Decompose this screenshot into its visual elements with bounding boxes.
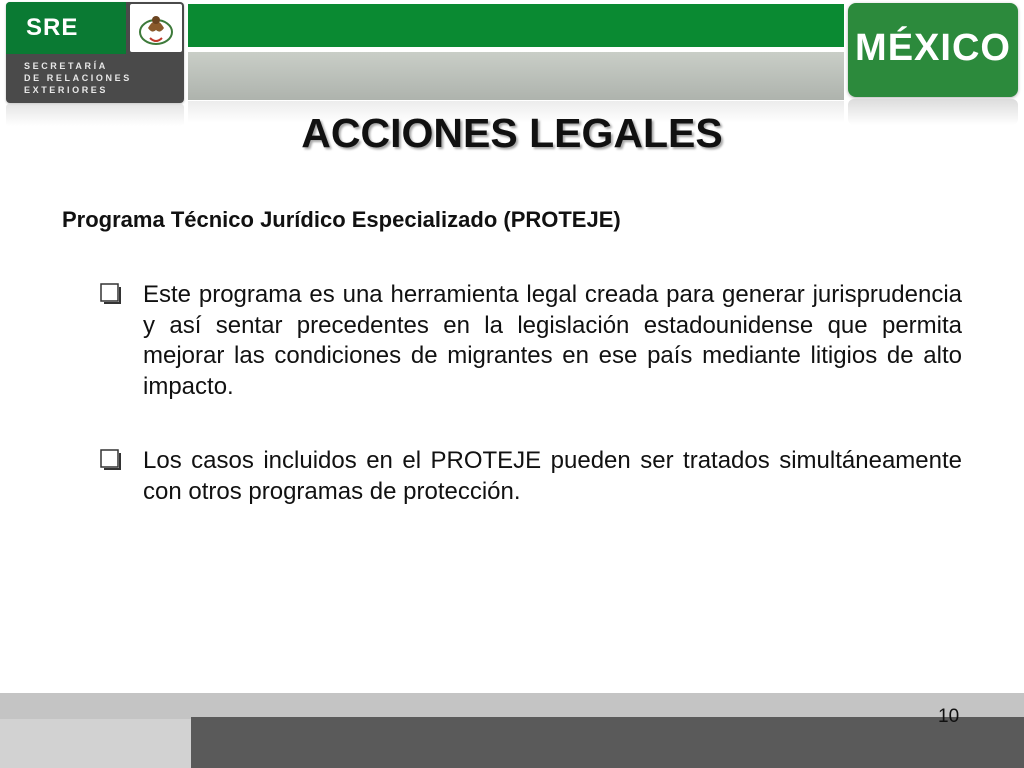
footer-light-bar <box>0 693 1024 719</box>
checkbox-bullet-icon <box>100 449 122 471</box>
header-green-bar <box>188 4 844 47</box>
slide-title: ACCIONES LEGALES <box>301 110 723 156</box>
mexico-logo-text: MÉXICO <box>855 27 1011 69</box>
footer-dark-bar <box>191 717 1024 768</box>
bullet-item <box>100 280 962 402</box>
header-gray-bar <box>188 52 844 100</box>
sre-logo-abbrev: SRE <box>26 14 79 41</box>
checkbox-bullet-icon <box>100 283 122 305</box>
bullet-item <box>100 446 962 507</box>
sre-logo <box>6 2 184 103</box>
coat-of-arms-icon <box>130 4 182 52</box>
bullet-text: Los casos incluidos en el PROTEJE pueden ser tratados simultáneamente con otros programas de protección. <box>143 447 962 505</box>
slide-subtitle: Programa Técnico Jurídico Especializado (PROTEJE) <box>62 207 621 232</box>
mexico-logo <box>848 3 1018 97</box>
page-number: 10 <box>938 706 960 727</box>
footer-left-panel <box>0 719 191 768</box>
sre-logo-subtitle: SECRETARÍA DE RELACIONES EXTERIORES <box>24 61 132 95</box>
bullet-text: Este programa es una herramienta legal creada para generar jurisprudencia y así sentar precedentes en la legislación estadounidense que permita mejorar las condiciones de migrantes en ese país mediante litigios de alto impacto. <box>143 281 962 400</box>
sre-logo-green-panel <box>6 2 126 54</box>
